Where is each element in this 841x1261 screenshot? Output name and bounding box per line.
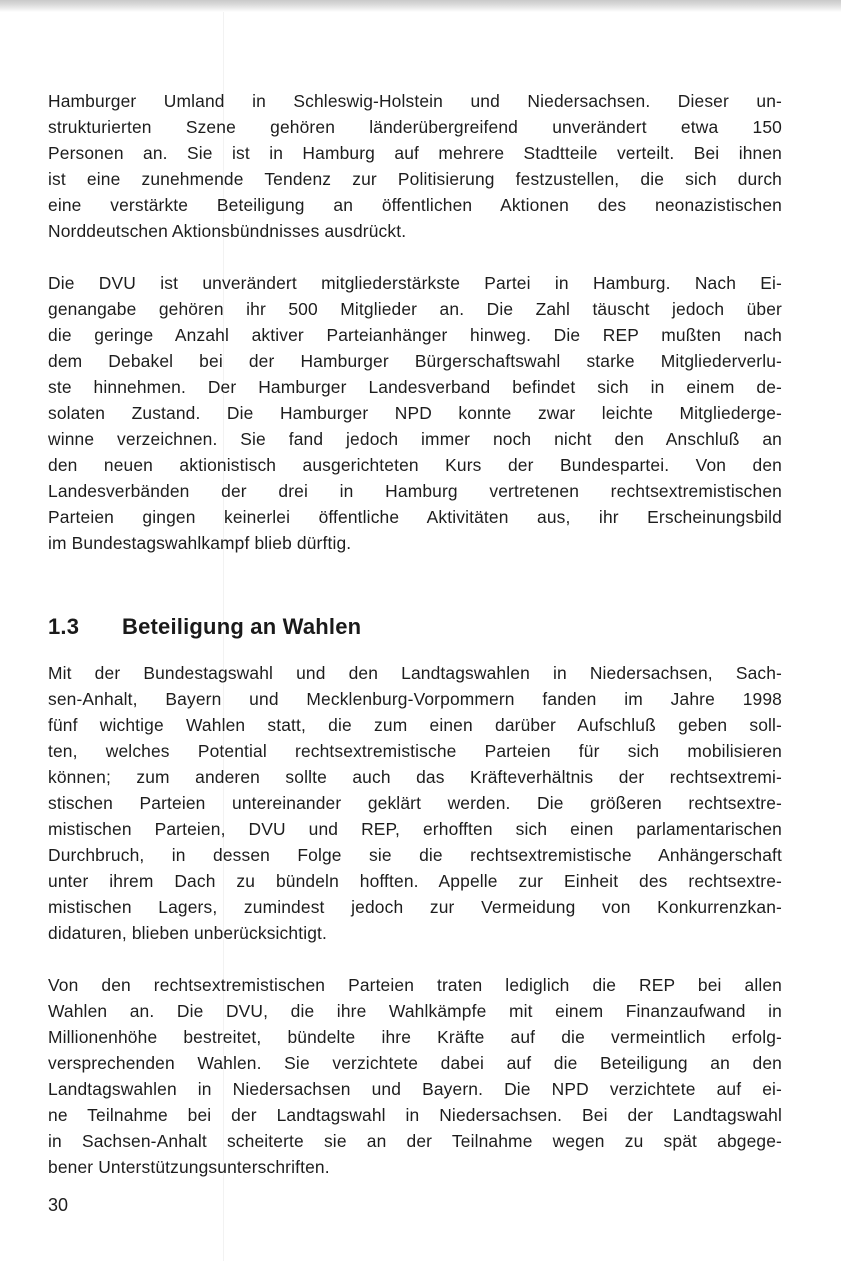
section-title: Beteiligung an Wahlen [122,614,362,639]
section-heading [48,614,361,640]
scan-top-edge [0,0,841,12]
text-line: Parteien gingen keinerlei öffentliche Aktivitäten aus, ihr Erscheinungsbild [48,507,782,527]
text-line: Wahlen an. Die DVU, die ihre Wahlkämpfe mit einem Finanzaufwand in [48,1001,782,1021]
paragraph-elections-1998 [48,660,782,946]
text-line: unter ihrem Dach zu bündeln hofften. Appelle zur Einheit des rechtsextre- [48,871,782,891]
text-line: Landtagswahlen in Niedersachsen und Bayern. Die NPD verzichtete auf ei- [48,1079,782,1099]
section-number: 1.3 [48,614,80,639]
text-line: in Sachsen-Anhalt scheiterte sie an der Teilnahme wegen zu spät abgege- [48,1131,782,1151]
text-line: fünf wichtige Wahlen statt, die zum einen darüber Aufschluß geben soll- [48,715,782,735]
text-line: versprechenden Wahlen. Sie verzichtete dabei auf die Beteiligung an den [48,1053,782,1073]
paragraph-hamburg-scene [48,88,782,244]
text-line: Millionenhöhe bestreitet, bündelte ihre Kräfte auf die vermeintlich erfolg- [48,1027,782,1047]
text-line: sen-Anhalt, Bayern und Mecklenburg-Vorpommern fanden im Jahre 1998 [48,689,782,709]
text-line: Norddeutschen Aktionsbündnisses ausdrückt. [48,221,407,241]
text-line: Die DVU ist unverändert mitgliederstärkste Partei in Hamburg. Nach Ei- [48,273,782,293]
text-line: stischen Parteien untereinander geklärt werden. Die größeren rechtsextre- [48,793,782,813]
text-line: didaturen, blieben unberücksichtigt. [48,923,327,943]
text-line: ste hinnehmen. Der Hamburger Landesverband befindet sich in einem de- [48,377,782,397]
text-line: Personen an. Sie ist in Hamburg auf mehrere Stadtteile verteilt. Bei ihnen [48,143,782,163]
text-line: bener Unterstützungsunterschriften. [48,1157,330,1177]
text-line: ne Teilnahme bei der Landtagswahl in Niedersachsen. Bei der Landtagswahl [48,1105,782,1125]
text-line: ten, welches Potential rechtsextremistische Parteien für sich mobilisieren [48,741,782,761]
text-line: strukturierten Szene gehören länderübergreifend unverändert etwa 150 [48,117,782,137]
text-line: Landesverbänden der drei in Hamburg vertretenen rechtsextremistischen [48,481,782,501]
text-line: eine verstärkte Beteiligung an öffentlichen Aktionen des neonazistischen [48,195,782,215]
text-line: mistischen Parteien, DVU und REP, erhofften sich einen parlamentarischen [48,819,782,839]
text-line: Mit der Bundestagswahl und den Landtagswahlen in Niedersachsen, Sach- [48,663,782,683]
text-line: solaten Zustand. Die Hamburger NPD konnte zwar leichte Mitgliederge- [48,403,782,423]
text-line: genangabe gehören ihr 500 Mitglieder an. Die Zahl täuscht jedoch über [48,299,782,319]
paragraph-party-membership [48,270,782,556]
text-line: dem Debakel bei der Hamburger Bürgerschaftswahl starke Mitgliederverlu- [48,351,782,371]
text-line: Von den rechtsextremistischen Parteien traten lediglich die REP bei allen [48,975,782,995]
text-line: im Bundestagswahlkampf blieb dürftig. [48,533,352,553]
section-text-block [48,660,782,1180]
intro-text-block [48,88,782,556]
text-line: können; zum anderen sollte auch das Kräfteverhältnis der rechtsextremi- [48,767,782,787]
text-line: mistischen Lagers, zumindest jedoch zur Vermeidung von Konkurrenzkan- [48,897,782,917]
text-line: die geringe Anzahl aktiver Parteianhänger hinweg. Die REP mußten nach [48,325,782,345]
text-line: ist eine zunehmende Tendenz zur Politisierung festzustellen, die sich durch [48,169,782,189]
text-line: den neuen aktionistisch ausgerichteten Kurs der Bundespartei. Von den [48,455,782,475]
page-number: 30 [48,1195,69,1215]
text-line: Hamburger Umland in Schleswig-Holstein und Niedersachsen. Dieser un- [48,91,782,111]
paragraph-party-participation [48,972,782,1180]
text-line: winne verzeichnen. Sie fand jedoch immer noch nicht den Anschluß an [48,429,782,449]
text-line: Durchbruch, in dessen Folge sie die rechtsextremistische Anhängerschaft [48,845,782,865]
